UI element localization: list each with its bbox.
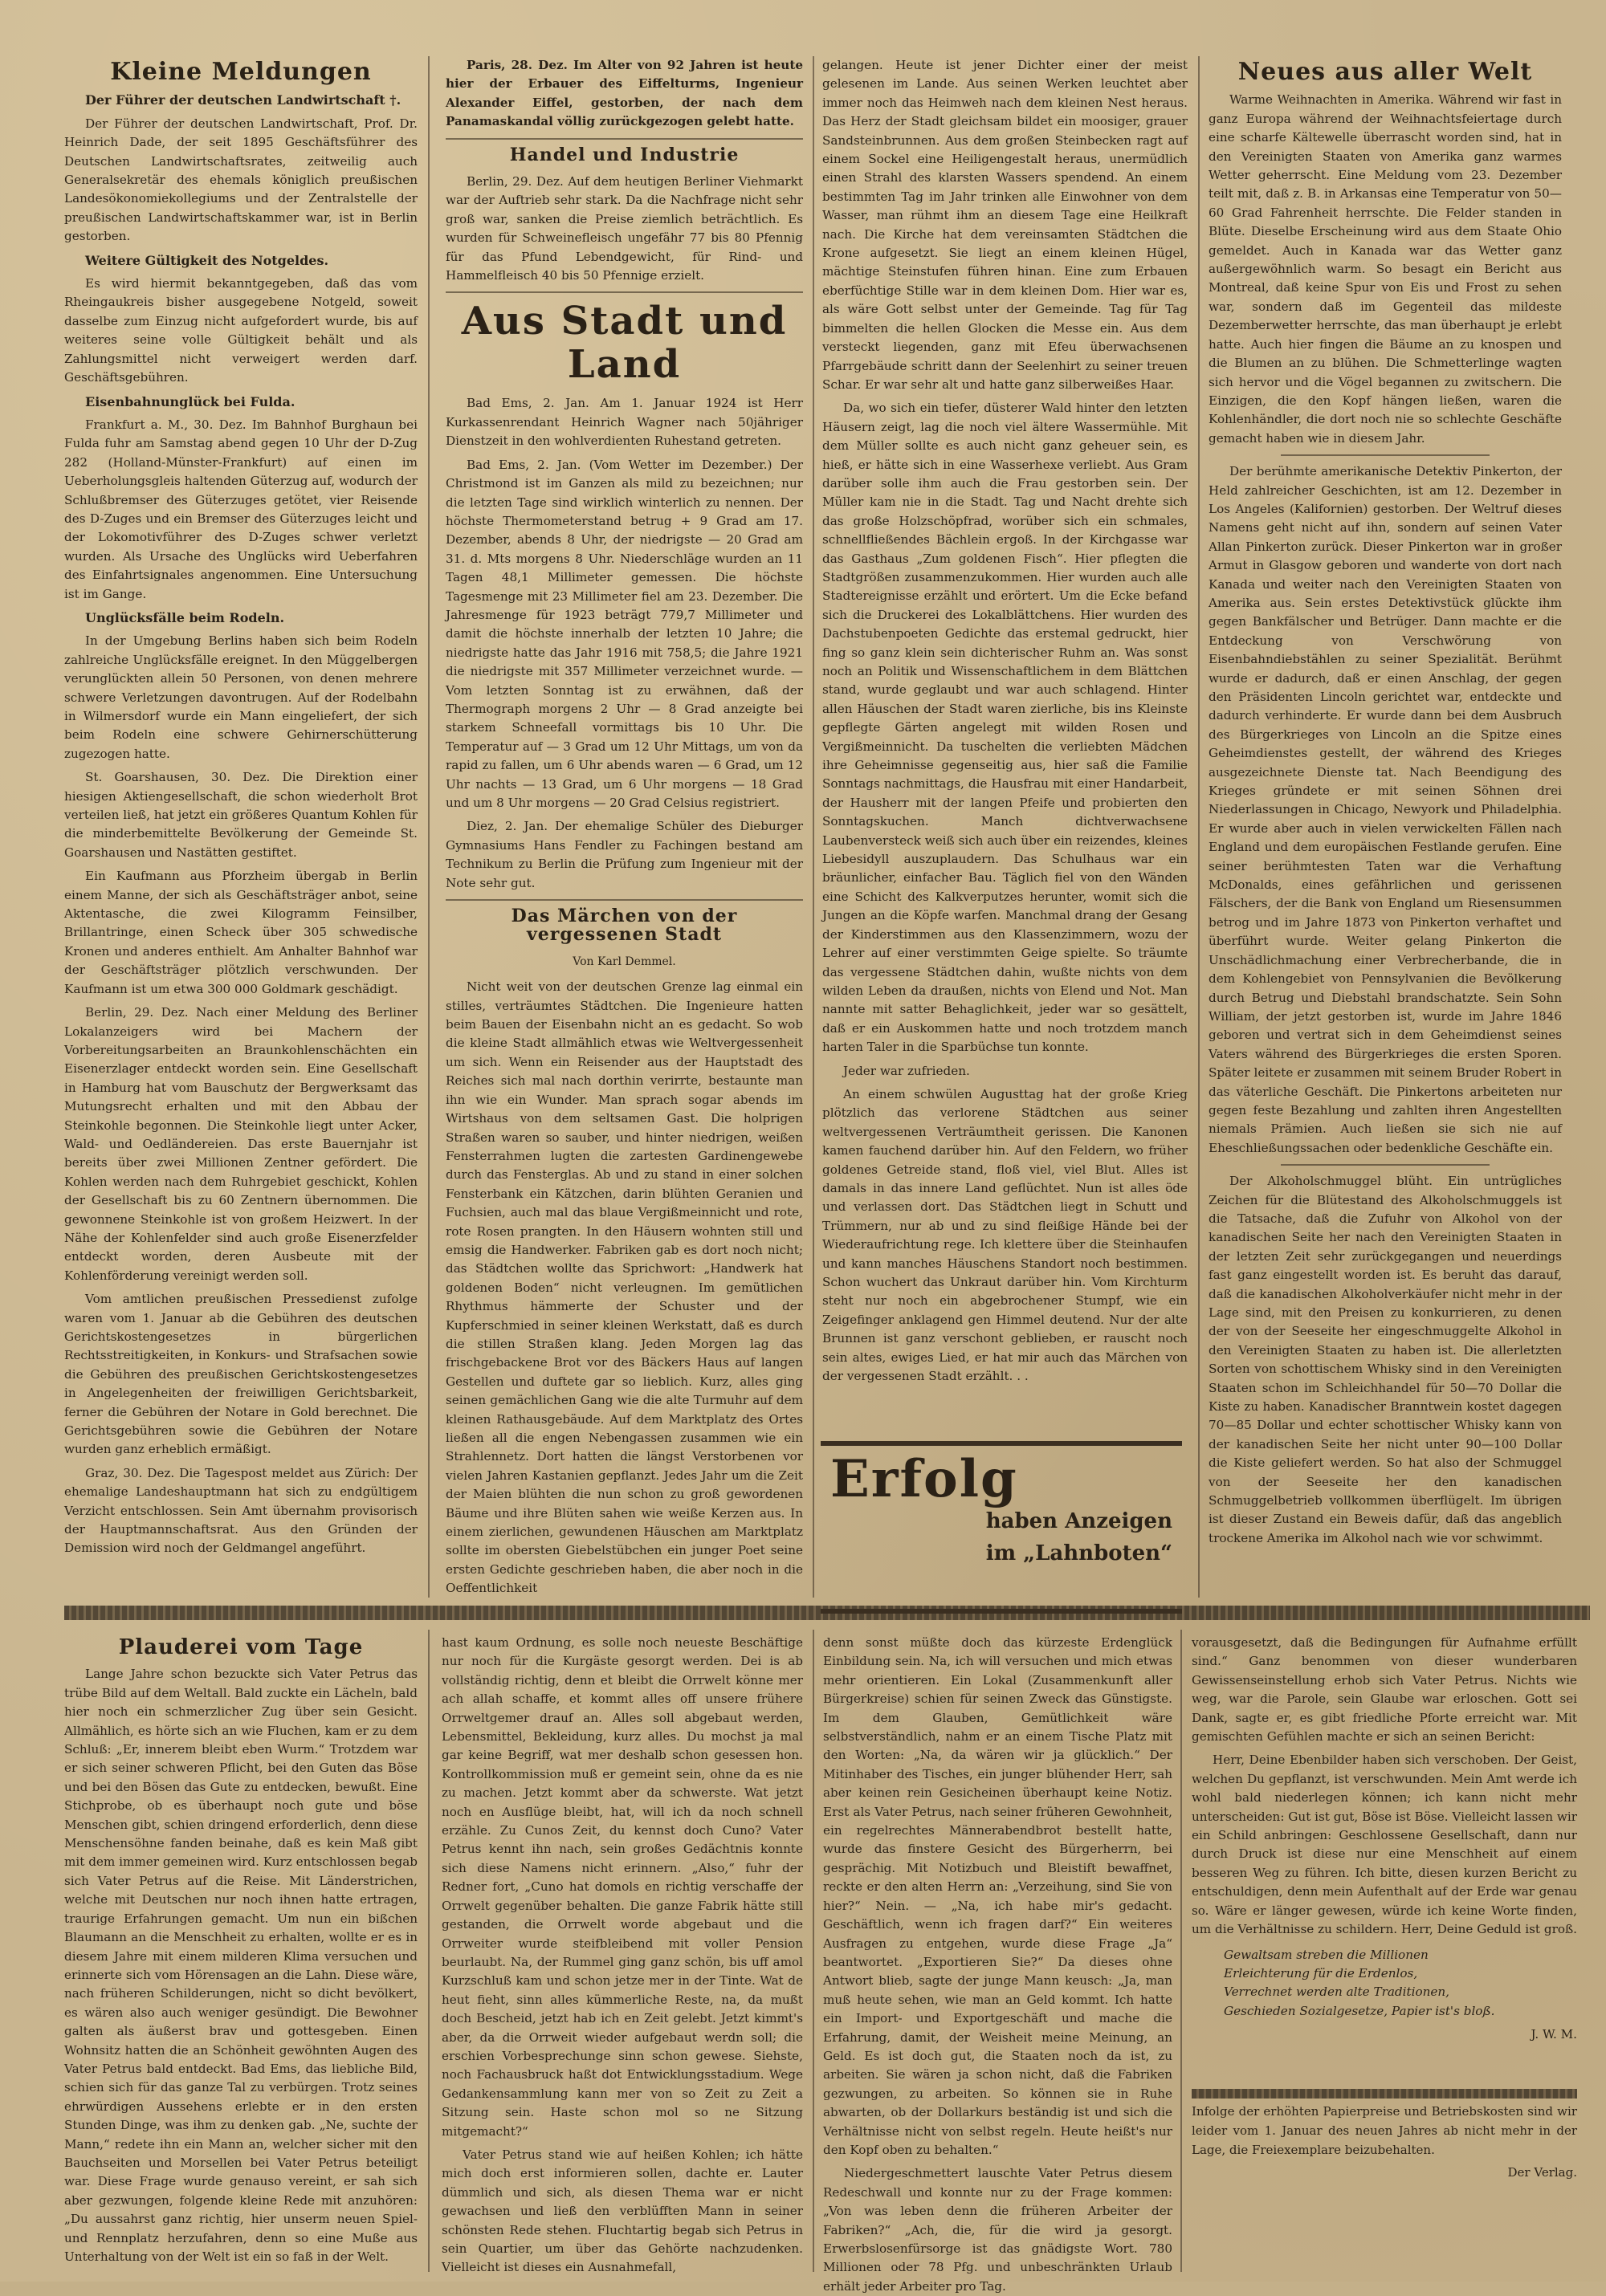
column-handel-stadt — [446, 56, 803, 1594]
feuilleton-text: denn sonst müßte doch das kürzeste Erdenglück Einbildung sein. Na, ich will versuchen und mich etwas mehr orientieren. Ein Lokal (Zusammenkunft aller Bürgerkreise) schien für seinen Zweck das Günstigste. Im dem Glauben, Gemütlichkeit wäre selbstverständlich, nahm er an einem Tische Platz mit den Worten: „Na, da wären wir ja glücklich.“ Der Mitinhaber des Tisches, ein junger blühender Herr, sah aber keinen rein Gesicheinen überhaupt keine Notiz. Erst als Vater Petrus, nach seiner früheren Gewohnheit, ein regelrechtes Männerabendbrot bestellt hatte, wurde das finstere Gesicht des Bürgerherrn, bei gesprächig. Mit Notizbuch und Bleistift bewaffnet, reckte er den alten Herrn an: „Verzeihung, sind Sie von hier?“ Nein. — „Na, ich habe mir's gedacht. Geschäftlich, wenn ich fragen darf?“ Ein weiteres Ausfragen zu entgehen, wurde diese Frage „Ja“ beantwortet. „Exportieren Sie?“ Da dieses ohne Antwort blieb, sagte der junge Mann keusch: „Ja, man muß heute sehen, wie man an Geld kommt. Ich hatte ein Import- und Exportgeschäft und mache die Erfahrung, damit, der Weisheit meine Meinung, an Geld. Es ist doch gut, die Staaten noch da ist, zu arbeiten. Sie wären ja schon nicht, daß die Fabriken gezwungen, zu arbeiten. So können sie in Ruhe abwarten, ob der Dollarkurs beständig ist und sich die Verhältnisse nicht von selbst regeln. Heute heißt's nur den Kopf oben zu behalten.“ — [823, 1635, 1172, 2157]
article-text: Ein Kaufmann aus Pforzheim übergab in Berlin einem Manne, der sich als Geschäftsträger anbot, seine Aktentasche, die zwei Kilogramm Feinsilber, Brillantringe, einen Scheck über 305 schwedische Kronen und anderes enthielt. Am Anhalter Bahnhof war der Geschäftsträger plötzlich verschwunden. Der Kaufmann ist um etwa 300 000 Goldmark geschädigt. — [64, 869, 418, 996]
article-text: Graz, 30. Dez. Die Tagespost meldet aus Zürich: Der ehemalige Landeshauptmann hat sich zu endgültigem Verzicht entschlossen. Sein Amt übernahm provisorisch der Hauptmannschaftsrat. Aus den Gründen der Demission wird noch der Geldmangel angeführt. — [64, 1465, 418, 1556]
section-title: Neues aus aller Welt — [1237, 58, 1533, 86]
publisher-notice — [1192, 2102, 1577, 2198]
feuilleton-text: Lange Jahre schon bezuckte sich Vater Petrus das trübe Bild auf dem Weltall. Bald zuckte ein Lächeln, bald hier noch ein schmerzlicher Zug über sein Gesicht. Allmählich, es hörte sich an wie Fluchen, kam er zu dem Schluß: „Er, innerem bleibt eben Wurm.“ Trotzdem war er sich seiner schweren Pflicht, bei den Guten das Böse und bei den Bösen das Gute zu entdecken, bewußt. Eine Stichprobe, ob es überhaupt noch gute und böse Menschen gibt, schien dringend erforderlich, denn diese Menschensöhne fanden beinahe, daß es kein Maß gibt mit dem immer gemeinen wird. Kurz entschlossen begab sich Vater Petrus auf die Reise. Mit Länderstrichen, welche mit Deutschen nur noch ihnen hatte ertragen, traurige Erfahrungen gemacht. Um nun ein bißchen Blaumann an die Menschheit zu erhalten, wollte er es in diesem Jahre mit einem milderen Klima versuchen und erinnerte sich vom Hörensagen an die Lahn. Diese wäre, nach früheren Schilderungen, nicht so dicht bevölkert, es wären also auch weniger gesündigt. Die Bewohner galten als äußerst brav und gottesgeben. Einen Wohnsitz hatten die an Schönheit gewöhnten Augen des Vater Petrus bald entdeckt. Bad Ems, das liebliche Bild, schien sich für das ganze Tal zu verbürgen. Trotz seines ehrwürdigen Aussehens erlebte er in den ersten Stunden Dinge, was ihm zu denken gab. „Ne, suchte der Mann,“ redete ihn ein Mann an, welcher sicher mit den Bauchseiten und Morsellen bei Vater Petrus beteiligt war. Diese Frage wurde genauso vereint, er sah sich aber gezwungen, folgende kleine Rede mit anzuhören: „Du aussahrst ganz richtig, hier unserm neuen Spiel- und Rennplatz herzufahren, denn so eine Muße aus Unterhaltung von der Welt ist ein so faß in der Welt. — [64, 1667, 418, 2264]
verse-line: Gewaltsam streben die Millionen — [1224, 1947, 1429, 1962]
article-heading: Weitere Gültigkeit des Notgeldes. — [85, 252, 329, 268]
notice-signature: Der Verlag. — [1507, 2165, 1577, 2180]
article-text: Der Alkoholschmuggel blüht. Ein untrügliches Zeichen für die Blütestand des Alkoholschmuggels ist die Tatsache, daß die Zufuhr von Alkohol von der kanadischen Seite her nach den Vereinigten Staaten in der letzten Zeit sehr zurückgegangen und neuerdings fast ganz eingestellt worden ist. Es beruht das darauf, daß die kanadischen Alkoholverkäufer nicht mehr in der Lage sind, mit den Preisen zu konkurrieren, zu denen der von der Seeseite her eingeschmuggelte Alkohol in den Vereinigten Staaten zu haben ist. Die allerletzten Sorten von schottischem Whisky sind in den Vereinigten Staaten schon im Schleichhandel für 50—70 Dollar die Kiste zu haben. Kanadischer Branntwein kostet dagegen 70—85 Dollar und echter schottischer Whisky kann von der kanadischen Seite her nicht unter 90—100 Dollar die Kiste geliefert werden. So hat also der Schmuggel von der Seeseite her den kanadischen Schmuggelbetrieb vollkommen überflügelt. Im übrigen ist dieser Zustand ein Beweis dafür, daß das angeblich trockene Amerika im Alkohol nach wie vor schwimmt. — [1209, 1174, 1562, 1545]
feuilleton-text: Niedergeschmettert lauschte Vater Petrus diesem Redeschwall und konnte nur zu der Frage kommen: „Von was leben denn die früheren Arbeiter der Fabriken?“ „Ach, die, für die wird ja gesorgt. Erwerbslosenfürsorge ist das gnädigste Wort. 780 Millionen oder 78 Pfg. und unbeschränkten Urlaub erhält jeder Arbeiter pro Tag. — [823, 2166, 1172, 2294]
story-text: An einem schwülen Augusttag hat der große Krieg plötzlich das verlorene Städtchen aus seiner weltvergessenen Verträumtheit gerissen. Die Kanonen kamen fauchend darüber hin. Auf den Feldern, wo früher goldenes Getreide stand, floß viel, viel Blut. Alles ist damals in das innere Land geflüchtet. Nun ist alles öde und verlassen dort. Das Städtchen liegt in Schutt und Trümmern, nur ab und zu sind fleißige Hände bei der Wiederaufrichtung rege. Ich klettere über die Steinhaufen und kann manches Häuschens Standort noch bestimmen. Schon wuchert das Unkraut darüber hin. Vom Kirchturm steht nur noch ein abgebrochener Stumpf, wie ein Zeigefinger anklagend gen Himmel deutend. Nur der alte Brunnen ist ganz verschont geblieben, er rauscht noch sein altes, ewiges Lied, er hat mir auch das Märchen von der vergessenen Stadt erzählt. . . — [822, 1086, 1188, 1384]
column-rule — [1198, 56, 1200, 1598]
column-neues-aus-aller-welt — [1209, 56, 1562, 1594]
column-kleine-meldungen — [64, 56, 418, 1594]
article-text: Berlin, 29. Dez. Nach einer Meldung des Berliner Lokalanzeigers wird bei Machern der Vorbereitungsarbeiten an Braunkohlenschächten ein Eisenerzlager entdeckt worden sein. Eine Gesellschaft in Hamburg hat vom Bauschutz der Bergwerksamt das Mutungsrecht erhalten und mit den Abbau der Steinkohle begonnen. Die Steinkohle liegt unter Acker, Wald- und Oedländereien. Das erste Bauernjahr ist bereits über zwei Millionen Zentner gefördert. Die Kohlen werden nach dem Ruhrgebiet geschickt, Kohlen der Gesellschaft bis zu 60 Zentnern übernommen. Die gewonnene Steinkohle ist von großem Heizwert. In der Nähe der Kohlenfelder sind auch große Eisenerzfelder entdeckt worden, deren Ausbeute mit der Kohlenförderung vereinigt werden soll. — [64, 1005, 418, 1283]
story-text: Da, wo sich ein tiefer, düsterer Wald hinter den letzten Häusern zeigt, lag die noch viel ältere Wassermühle. Mit dem Müller sollte es auch nicht ganz geheuer sein, es hieß, er hätte sich in eine Wasserhexe verliebt. Aus Gram darüber solle ihm auch die Frau gestorben sein. Der Müller kam nie in die Stadt. Tag und Nacht drehte sich das große Holzschöpfrad, worüber sich ein schmales, schnellfließendes Bächlein ergoß. In der Kirchgasse war das Gasthaus „Zum goldenen Fisch“. Hier pflegten die Stadtgrößen zusammenzukommen. Hier wurden auch alle Stadtereignisse erzählt und erörtert. Um die Ecke befand sich die Druckerei des Lokalblättchens. Hier wurden des Dachstubenpoeten Gedichte das erstemal gedruckt, hier fing so ganz klein sein dichterischer Ruhm an. Was sonst noch an Politik und Wissenschaftlichem in dem Blättchen stand, wurde geglaubt und war auch schlagend. Hinter allen Häuschen der Stadt waren zierliche, bis ins Kleinste gepflegte Gärten angelegt mit wilden Rosen und Vergißmeinnicht. Da tuschelten die verliebten Mädchen ihre Geheimnisse gegenseitig aus, hier saß die Familie Sonntags nachmittags, die Hausfrau mit einer Handarbeit, der Hausherr mit der langen Pfeife und probierten den Sonntagskuchen. Manch dichtverwachsene Laubenversteck weiß sich auch über ein reizendes, kleines Liebesidyll auszuplaudern. Das Schulhaus war ein bräunlicher, einfacher Bau. Täglich fiel von den Wänden eine Schicht des Kalkverputzes herunter, womit sich die Jungen an die Köpfe warfen. Manchmal drang der Gesang der Kinderstimmen aus den Klassenzimmern, wozu der Lehrer auf einer verstimmten Geige spielte. So träumte das vergessene Städtchen dahin, wußte nichts von dem wilden Leben da draußen, nichts von Elend und Not. Man nannte mit satter Behaglichkeit, jeder war so gesättelt, daß er ein Auskommen hatte und noch trotzdem manch harten Taler in die Sparbüchse tun konnte. — [822, 401, 1188, 1055]
feuilleton-column-1 — [64, 1634, 418, 2272]
article-divider — [1281, 1164, 1490, 1166]
article-divider — [446, 899, 803, 901]
article-text: In der Umgebung Berlins haben sich beim Rodeln zahlreiche Unglücksfälle ereignet. In den Müggelbergen verunglückten allein 50 Personen, von denen mehrere schwere Verletzungen davontrugen. Auf der Rodelbahn in Wilmersdorf wurde ein Mann eingeliefert, der sich beim Rodeln eine schwere Gehirnerschütterung zugezogen hatte. — [64, 633, 418, 761]
ad-line: im „Lahnboten“ — [985, 1541, 1172, 1565]
story-text: gelangen. Heute ist jener Dichter einer der meist gelesenen im Lande. Aus seinen Werken leuchtet aber immer noch das Heimweh nach dem kleinen Nest heraus. Das Herz der Stadt gleichsam bildet ein moosiger, grauer Sandsteinbrunnen. Aus dem großen Steinbecken ragt auf einem Sockel eine Heiligengestalt heraus, unermüdlich einen Strahl des klarsten Wassers spendend. An einem bestimmten Tag im Jahr trinken alle Einwohner von dem Wasser, man rühmt ihm an diesem Tage eine Heilkraft nach. Die Kirche hat dem vereinsamten Städtchen die Krone aufgesetzt. Sie liegt an einem kleinen Hügel, mächtige Steinstufen führen hinan. Eine zum Erbauen eberfüchtige Stille war in dem kleinen Dom. Hier war es, als wäre Gott selbst unter der Gemeinde. Tag für Tag bimmelten die hellen Glocken die Messe ein. Aus dem versteckt liegenden, ganz mit Efeu überwachsenen Pfarrgebäude schritt dann der Seelenhirt zu seiner treuen Schar. Er war sehr alt und hatte ganz silberweißes Haar. — [822, 58, 1188, 392]
article-heading: Unglücksfälle beim Rodeln. — [85, 609, 285, 625]
story-byline: Von Karl Demmel. — [573, 955, 676, 968]
column-rule — [1180, 1630, 1182, 2272]
feuilleton-text: vorausgesetzt, daß die Bedingungen für Aufnahme erfüllt sind.“ Ganz benommen von dieser wunderbaren Gewissenseinstellung erhob sich Vater Petrus. Nichts wie weg, war die Parole, sein Glaube war erloschen. Gott sei Dank, sagte er, es gibt friedliche Pforte erreicht war. Mit gemischten Gefühlen machte er sich an seinen Bericht: — [1192, 1635, 1577, 1744]
column-rule — [428, 56, 430, 1598]
feuilleton-text: Vater Petrus stand wie auf heißen Kohlen; ich hätte mich doch erst informieren sollen, dachte er. Lauter dümmlich und sich, als diesen Thema war er nicht gewachsen und ließ den verblüfften Mann in seiner schönsten Rede stehen. Fluchtartig begab sich Petrus in sein Quartier, um über das Gehörte nachzudenken. Vielleicht ist dieses ein Ausnahmefall, — [442, 2147, 803, 2275]
column-rule — [813, 1630, 814, 2272]
article-text: Frankfurt a. M., 30. Dez. Im Bahnhof Burghaun bei Fulda fuhr am Samstag abend gegen 10 Uhr der D-Zug 282 (Holland-Münster-Frankfurt) auf einen im Ueberholungsgleis haltenden Güterzug auf, wodurch der Schlußbremser des Güterzuges getötet, vier Reisende des D-Zuges und ein Bremser des Güterzuges leicht und der Lokomotivführer des D-Zuges schwer verletzt wurden. Als Ursache des Unglücks wird Ueberfahren des Einfahrtsignales angenommen. Eine Untersuchung ist im Gange. — [64, 417, 418, 601]
story-text: Nicht weit von der deutschen Grenze lag einmal ein stilles, verträumtes Städtchen. Die Ingenieure hatten beim Bauen der Eisenbahn nicht an es gedacht. So wob die kleine Stadt allmählich etwas wie Weltvergessenheit um sich. Wenn ein Reisender aus der Hauptstadt des Reiches sich mal nach dorthin verirrte, bestaunte man ihn wie ein Wunder. Man sprach sogar abends im Wirtshaus von dem seltsamen Gast. Die holprigen Straßen waren so sauber, und hinter niedrigen, weißen Fensterrahmen lugten die zartesten Gardinengewebe durch das Fensterglas. Ab und zu stand in einer solchen Fensterbank ein Kätzchen, darin blühten Geranien und Fuchsien, auch mal das blaue Vergißmeinnicht und rote, rote Rosen prangten. In den Häusern wohnten still und emsig die Handwerker. Fabriken gab es dort noch nicht; das Städtchen wollte das Sprichwort: „Handwerk hat goldenen Boden“ nicht verleugnen. Im gemütlichen Rhythmus hämmerte der Schuster und der Kupferschmied in seiner kleinen Werkstatt, daß es durch die stillen Straßen klang. Jeden Morgen lag das frischgebackene Brot vor des Bäckers Haus auf langen Gestellen und duftete gar so lieblich. Kurz, alles ging seinen gemächlichen Gang wie die alte Turmuhr auf dem kleinen Rathausgebäude. Auf dem Marktplatz des Ortes ließen all die engen Nebengassen zusammen wie ein Strahlennetz. Dort hatten die längst Verstorbenen vor vielen Jahren Kastanien gepflanzt. Jedes Jahr um die Zeit der Maien blühten die nun schon zu groß gewordenen Bäume und ihre Blüten sahen wie weiße Kerzen aus. In einem zierlichen, gewundenen Häuschen am Marktplatz sollte im obersten Giebelstübchen ein junger Poet seine ersten Gedichte geschrieben haben, die aber noch in die Oeffentlichkeit — [446, 979, 803, 1596]
section-title: Handel und Industrie — [509, 144, 740, 165]
article-divider — [446, 291, 803, 293]
verse-line: Erleichterung für die Erdenlos, — [1224, 1965, 1418, 1981]
verse-line: Geschieden Sozialgesetze, Papier ist's bloß. — [1224, 2003, 1495, 2018]
article-text: Berlin, 29. Dez. Auf dem heutigen Berliner Viehmarkt war der Auftrieb sehr stark. Da die Nachfrage nicht sehr groß war, sanken die Preise ziemlich beträchtlich. Es wurden für Schweinefleisch ungefähr 77 bis 80 Pfennig für das Pfund Lebendgewicht, für Rind- und Hammelfleisch 40 bis 50 Pfennige erzielt. — [446, 174, 803, 283]
story-title: Das Märchen von der vergessenen Stadt — [511, 906, 738, 946]
feuilleton-column-4 — [1192, 1634, 1577, 2083]
column-rule — [428, 1630, 430, 2272]
article-text: Es wird hiermit bekanntgegeben, daß das vom Rheingaukreis bisher ausgegebene Notgeld, soweit dasselbe zum Einzug nicht aufgefordert wurde, bis auf weiteres seine volle Gültigkeit behält und als Zahlungsmittel nicht verweigert werden darf. Geschäftsgebühren. — [64, 276, 418, 385]
advertisement-box — [821, 1441, 1182, 1614]
story-text: Jeder war zufrieden. — [843, 1063, 970, 1078]
notice-divider — [1192, 2089, 1577, 2099]
ad-headline: Erfolg — [830, 1449, 1018, 1509]
verse — [1224, 1946, 1577, 2021]
ad-line: haben Anzeigen — [985, 1509, 1172, 1533]
section-title: Aus Stadt und Land — [461, 299, 788, 388]
article-text: Der Führer der deutschen Landwirtschaft, Prof. Dr. Heinrich Dade, der seit 1895 Geschäftsführer des Deutschen Landwirtschaftsrates, zeitweilig auch Generalsekretär des ehemals königlich preußischen Landesökonomiekollegiums und der Zentralstelle der preußischen Landwirtschaftskammer war, ist in Berlin gestorben. — [64, 116, 418, 244]
notice-text: Infolge der erhöhten Papierpreise und Betriebskosten sind wir leider vom 1. Januar des neuen Jahres ab nicht mehr in der Lage, die Freiexemplare beizubehalten. — [1192, 2104, 1577, 2157]
feuilleton-text: hast kaum Ordnung, es solle noch neueste Beschäftige nur noch für die Kurgäste gesorgt werden. Dei is ab vollständig richtig, denn et bleibt die Orrwelt könne mer ach allah schaffe, et kommt alles off unsere frühere Orrweltgemer drauf an. Alles soll abgebaut werden, Lebensmittel, Bekleidung, kurz alles. Du mochst ja mal gar keine Begriff, wat mer deshalb schon gesessen hon. Kontrollkommission muß er gemeint sein, ohne da es nie zu machen. Jetzt kommt aber da schwerste. Wat jetzt noch en Ausflüge bleibt, hat, will ich da noch schnell erzähle. Zu Cunos Zeit, du kennst doch Cuno? Vater Petrus kennt ihn nach, sein großes Gedächtnis konnte sich diese Namens nicht erinnern. „Also,“ fuhr der Redner fort, „Cuno hat domols en richtig verschaffe der Orrwelt gegenüber behalten. Die ganze Fabrik hätte still gestanden, die Orrwelt worde abgebaut und die Orrweiter wurde steifbleibend mit voller Pension beurlaubt. Na, der Rummel ging ganz schön, bis uff amol Kurzschluß kam und schon jetze mer in der Tinte. Wat de heut fieht, sinn alles kümmerliche Reste, na, da mußt doch Bescheid, jetzt hab ich en Zeit gelebt. Jetzt kimmt's aber, da die Orrweit wieder aufgebaut werdn soll; die erschien Vorbesprechunge sinn schon gewese. Siehste, noch Fachausbruck haßt dot Entwicklungsstadium. Wege Gedankensammlung kann mer von so Zeit zu Zeit a Sitzung sein. Haste schon mol so ne Sitzung mitgemacht?“ — [442, 1635, 803, 2139]
verse-line: Verrechnet werden alte Traditionen, — [1224, 1985, 1449, 2000]
article-heading: Der Führer der deutschen Landwirtschaft †. — [85, 92, 402, 108]
article-text: Der berühmte amerikanische Detektiv Pinkerton, der Held zahlreicher Geschichten, ist am 12. Dezember in Los Angeles (Kalifornien) gestorben. Der Weltruf dieses Namens geht nicht auf ihn, sondern auf seinen Vater Allan Pinkerton zurück. Dieser Pinkerton war in großer Armut in Glasgow geboren und wanderte von dort nach Kanada und weiter nach den Vereinigten Staaten von Amerika aus. Sein erstes Detektivstück glückte ihm gegen Bankfälscher und Betrüger. Dann machte er die Entdeckung von Verschwörung von Eisenbahndiebstählen zu seiner Spezialität. Berühmt wurde er dadurch, daß er einen Anschlag, der gegen den Präsidenten Lincoln gerichtet war, entdeckte und dadurch verhinderte. Er wurde dann bei dem Ausbruch des Bürgerkrieges von Lincoln an die Spitze eines Geheimdienstes gestellt, der während des Krieges ausgezeichnete Dienste tat. Nach Beendigung des Krieges gründete er mit seinen Söhnen drei Niederlassungen in Chicago, Newyork und Philadelphia. Er wurde aber auch in vielen verwickelten Fällen nach England und dem europäischen Festlande gerufen. Eine seiner berühmtesten Taten war die Verhaftung McDonalds, eines gefährlichen und gerissenen Fälschers, der die Bank von England um Riesensummen betrog und im Jahre 1873 von Pinkerton verhaftet und überführt wurde. Weiter gelang Pinkerton die Unschädlichmachung einer Verbrecherbande, die in dem Kohlengebiet von Pennsylvanien die Bevölkerung durch Betrug und Diebstahl brandschatzte. Sein Sohn William, der jetzt gestorben ist, wurde im Jahre 1846 geboren und vertrat sich in dem Geheimdienst seines Vaters während des Bürgerkrieges die ersten Sporen. Später leitete er zusammen mit seinem Bruder Robert in das väterliche Geschäft. Die Pinkertons arbeiteten nur gegen feste Bezahlung und zahlten ihren Angestellten niemals Prämien. Auch ließen sie sich nie auf Eheschließungssachen oder bedenkliche Geschäfte ein. — [1209, 464, 1562, 1155]
article-text: Vom amtlichen preußischen Pressedienst zufolge waren vom 1. Januar ab die Gebühren des deutschen Gerichtskostengesetzes in bürgerlichen Rechtsstreitigkeiten, in Konkurs- und Strafsachen sowie die Gebühren des preußischen Gerichtskostengesetzes in Angelegenheiten der freiwilligen Gerichtsbarkeit, ferner die Gebühren der Notare in Gold berechnet. Die Gerichtsgebühren sowie die Gebühren der Notare wurden ganz erheblich ermäßigt. — [64, 1292, 418, 1457]
article-text: Warme Weihnachten in Amerika. Während wir fast in ganz Europa während der Weihnachtsfeiertage durch eine scharfe Kältewelle überrascht worden sind, hat in den Vereinigten Staaten von Amerika ganz warmes Wetter geherrscht. Eine Meldung vom 23. Dezember teilt mit, daß z. B. in Arkansas eine Temperatur von 50—60 Grad Fahrenheit herrschte. Die Felder standen in Blüte. Dieselbe Erscheinung wird aus dem Staate Ohio gemeldet. Auch in Kanada war das Wetter ganz außergewöhnlich warm. So besagt ein Bericht aus Montreal, daß keine Spur von Eis und Frost zu sehen war, sondern daß im Gegenteil das mildeste Dezemberwetter herrschte, das man überhaupt je erlebt hatte. Auch hier fingen die Bäume an zu knospen und die Blumen an zu blühen. Die Schmetterlinge wagten sich hervor und die Vögel begannen zu zwitschern. Die Einzigen, die den Kopf hängen ließen, waren die Kohlenhändler, die dort noch nie so schlechte Geschäfte gemacht haben wie in diesem Jahr. — [1209, 92, 1562, 446]
feuilleton-text: Herr, Deine Ebenbilder haben sich verschoben. Der Geist, welchen Du gepflanzt, ist verschwunden. Mein Amt werde ich wohl bald niederlegen können; ich kann nicht mehr unterscheiden: Gut ist gut, Böse ist Böse. Vielleicht lassen wir ein Schild anbringen: Geschlossene Gesellschaft, dann nur durch Druck ist diese nur eine Menschheit auf einem besseren Weg zu führen. Ich bitte, diesen kurzen Bericht zu entschuldigen, denn mein Aufenthalt auf der Erde war genau so. Wäre er länger gewesen, würde ich keine Worte finden, um die Verhältnisse zu schildern. Herr, Deine Geduld ist groß. — [1192, 1753, 1577, 1937]
article-divider — [446, 138, 803, 140]
section-title: Kleine Meldungen — [110, 58, 372, 86]
article-heading: Eisenbahnunglück bei Fulda. — [85, 393, 296, 409]
article-divider — [1281, 454, 1490, 456]
feuilleton-title: Plauderei vom Tage — [118, 1635, 364, 1659]
feuilleton-column-2 — [442, 1634, 803, 2275]
article-text: St. Goarshausen, 30. Dez. Die Direktion einer hiesigen Aktiengesellschaft, die schon wiederholt Brot verteilen ließ, hat jetzt ein größeres Quantum Kohlen für die minderbemittelte Bevölkerung der Gemeinde St. Goarshausen und Nastätten gestiftet. — [64, 770, 418, 860]
column-maerchen-continued — [822, 56, 1188, 1433]
article-text: Bad Ems, 2. Jan. Am 1. Januar 1924 ist Herr Kurkassenrendant Heinrich Wagner nach 50jähriger Dienstzeit in den wohlverdienten Ruhestand getreten. — [446, 396, 803, 449]
article-text: Paris, 28. Dez. Im Alter von 92 Jahren ist heute hier der Erbauer des Eiffelturms, Ingenieur Alexander Eiffel, gestorben, der nach dem Panamaskandal völlig zurückgezogen gelebt hatte. — [446, 58, 803, 129]
signature: J. W. M. — [1531, 2027, 1577, 2042]
article-text: Diez, 2. Jan. Der ehemalige Schüler des Dieburger Gymnasiums Hans Fendler zu Fachingen bestand am Technikum zu Berlin die Prüfung zum Ingenieur mit der Note sehr gut. — [446, 819, 803, 890]
column-rule — [813, 56, 814, 1598]
article-text: Bad Ems, 2. Jan. (Vom Wetter im Dezember.) Der Christmond ist im Ganzen als mild zu bezeichnen; nur die letzten Tage sind wirklich winterlich zu nennen. Der höchste Thermometerstand betrug + 9 Grad am 17. Dezember, abends 8 Uhr, der niedrigste — 20 Grad am 31. d. Mts morgens 8 Uhr. Niederschläge wurden an 11 Tagen 48,1 Millimeter gemessen. Die höchste Tagesmenge mit 23 Millimeter fiel am 23. Dezember. Die Jahresmenge für 1923 beträgt 779,7 Millimeter und damit die höchste innerhalb der letzten 10 Jahre; die niedrigste hatte das Jahr 1916 mit 758,5; die Jahre 1921 die niedrigste mit 357 Millimeter verzeichnet wurde. — Vom letzten Sonntag ist zu erwähnen, daß der Thermograph morgens 2 Uhr — 8 Grad anzeigte bei starkem Schneefall vormittags bis 10 Uhr. Die Temperatur auf — 3 Grad um 12 Uhr Mittags, um von da rapid zu fallen, um 6 Uhr abends waren — 6 Grad, um 12 Uhr nachts — 13 Grad, um 6 Uhr morgens — 18 Grad und um 8 Uhr morgens — 20 Grad Celsius registriert. — [446, 457, 803, 810]
feuilleton-column-3 — [823, 1634, 1172, 2294]
